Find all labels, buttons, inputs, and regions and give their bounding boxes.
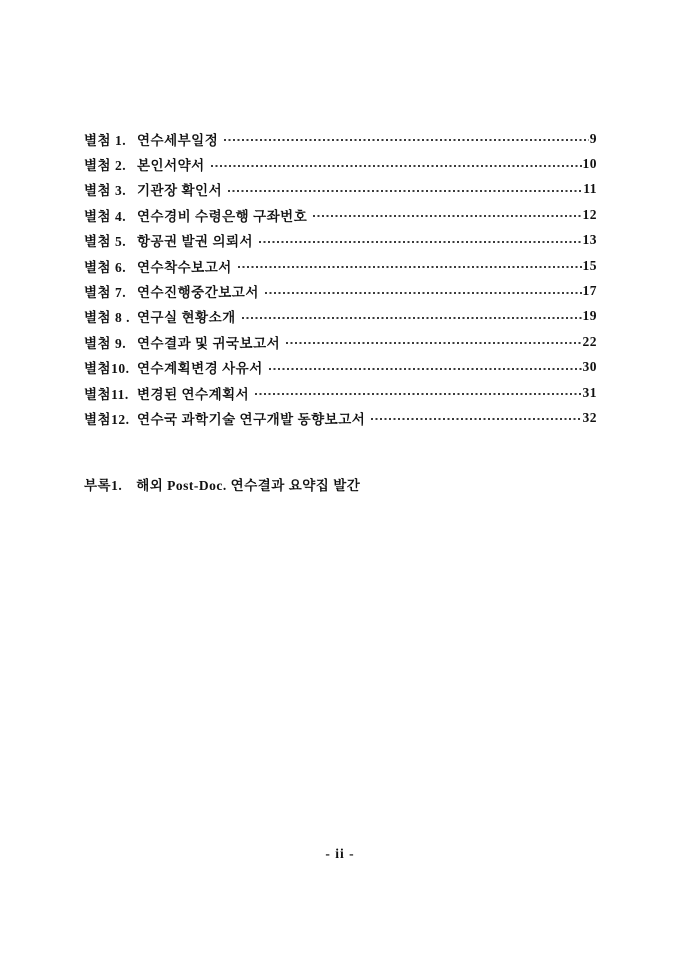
toc-entry: [84, 228, 597, 253]
toc-entry-page-number: 13: [582, 232, 597, 248]
dot-leader: [269, 368, 582, 370]
toc-entry-title: 변경된 연수계획서: [137, 386, 250, 402]
toc-entry: [84, 126, 597, 151]
dot-leader: [211, 165, 582, 167]
toc-entry-title: 연수결과 및 귀국보고서: [137, 335, 281, 351]
appendix-label: 부록1.: [84, 478, 123, 493]
toc-entry-page-number: 11: [583, 181, 597, 197]
toc-entry-title: 항공권 발권 의뢰서: [137, 234, 254, 250]
toc-entry-title: 연수세부일정: [137, 132, 219, 148]
toc-entry-page-number: 22: [582, 333, 597, 349]
toc-entry-label: 별첨12.: [84, 411, 130, 427]
toc-entry-title: 기관장 확인서: [137, 183, 223, 199]
toc-entry-title: 연구실 현황소개: [137, 310, 236, 326]
toc-entry-title: 연수경비 수령은행 구좌번호: [137, 208, 308, 224]
toc-entry: [84, 151, 597, 176]
dot-leader: [255, 393, 581, 395]
toc-entry-label: 별첨10.: [84, 361, 130, 377]
toc-entry: [84, 202, 597, 227]
toc-entry-page-number: 30: [582, 359, 597, 375]
dot-leader: [238, 266, 582, 268]
toc-entry-title: 연수국 과학기술 연구개발 동향보고서: [137, 411, 366, 427]
toc-entry-label: 별첨 2.: [84, 158, 127, 174]
toc-entry: [84, 177, 597, 202]
toc-entry-label: 별첨 8 .: [84, 310, 130, 326]
toc-entry-page-number: 17: [582, 283, 597, 299]
page-footer-number: - ii -: [325, 846, 355, 861]
dot-leader: [242, 317, 582, 319]
toc-entry-label: 별첨 3.: [84, 183, 127, 199]
toc-entry: [84, 278, 597, 303]
toc-entry-page-number: 32: [582, 409, 597, 425]
toc-entry: [84, 405, 597, 430]
toc-entry-page-number: 9: [589, 130, 597, 146]
toc-entry-label: 별첨 5.: [84, 234, 127, 250]
dot-leader: [265, 292, 582, 294]
toc-entry-page-number: 10: [582, 156, 597, 172]
toc-entry-label: 별첨 7.: [84, 285, 127, 301]
dot-leader: [259, 241, 581, 243]
toc-entry: [84, 380, 597, 405]
toc-entry-page-number: 31: [582, 384, 597, 400]
toc-list: [84, 126, 597, 431]
dot-leader: [228, 190, 582, 192]
toc-entry-page-number: 19: [582, 308, 597, 324]
toc-entry-page-number: 12: [582, 206, 597, 222]
toc-entry-title: 연수계획변경 사유서: [137, 361, 263, 377]
toc-entry-page-number: 15: [582, 257, 597, 273]
toc-entry-title: 본인서약서: [137, 158, 205, 174]
dot-leader: [286, 342, 581, 344]
toc-entry-label: 별첨 4.: [84, 208, 127, 224]
toc-entry-label: 별첨 9.: [84, 335, 127, 351]
dot-leader: [224, 139, 589, 141]
appendix-line: [84, 474, 360, 494]
dot-leader: [371, 418, 581, 420]
toc-entry: [84, 329, 597, 354]
toc-entry-label: 별첨11.: [84, 386, 129, 402]
toc-entry: [84, 253, 597, 278]
toc-entry-title: 연수착수보고서: [137, 259, 232, 275]
appendix-title: 해외 Post-Doc. 연수결과 요약집 발간: [136, 478, 361, 493]
toc-entry-label: 별첨 1.: [84, 132, 127, 148]
toc-entry-label: 별첨 6.: [84, 259, 127, 275]
toc-entry: [84, 304, 597, 329]
dot-leader: [313, 215, 581, 217]
toc-entry-title: 연수진행중간보고서: [137, 285, 259, 301]
toc-entry: [84, 355, 597, 380]
